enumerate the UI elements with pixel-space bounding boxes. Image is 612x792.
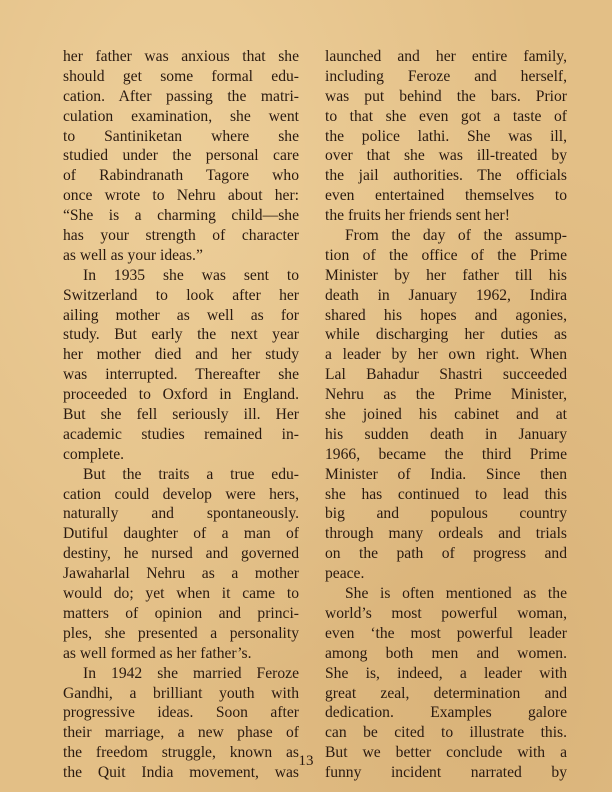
text-line: She is often mentioned as the xyxy=(345,585,567,603)
text-line: the police lathi. She was ill, xyxy=(325,127,567,145)
text-line: Jawaharlal Nehru as a mother xyxy=(63,565,299,583)
text-line: From the day of the assump- xyxy=(345,227,567,245)
text-line: Minister by her father till his xyxy=(325,266,567,284)
text-line: Gandhi, a brilliant youth with xyxy=(63,684,299,702)
text-line: can be cited to illustrate this. xyxy=(325,724,567,742)
text-line: 1966, became the third Prime xyxy=(325,445,567,463)
text-line: “She is a charming child—she xyxy=(63,207,299,225)
text-line: She is, indeed, a leader with xyxy=(325,664,567,682)
text-line: her mother died and her study xyxy=(63,346,299,364)
text-line: once wrote to Nehru about her: xyxy=(63,187,299,205)
text-line: on the path of progress and xyxy=(325,545,567,563)
text-line: the fruits her friends sent her! xyxy=(325,207,510,225)
text-line: ples, she presented a personality xyxy=(63,624,299,642)
text-line: Minister of India. Since then xyxy=(325,465,567,483)
text-line: In 1942 she married Feroze xyxy=(83,664,299,682)
text-line: even entertained themselves to xyxy=(325,187,567,205)
text-line: even ‘the most powerful leader xyxy=(325,624,567,642)
text-line: peace. xyxy=(325,565,365,583)
text-line: naturally and spontaneously. xyxy=(63,505,299,523)
text-line: complete. xyxy=(63,445,125,463)
text-line: while discharging her duties as xyxy=(325,326,567,344)
text-line: ailing mother as well as for xyxy=(63,306,299,324)
text-line: proceeded to Oxford in England. xyxy=(63,386,299,404)
page-number: 13 xyxy=(298,753,314,769)
text-line: was interrupted. Thereafter she xyxy=(63,366,299,384)
text-line: of Rabindranath Tagore who xyxy=(63,167,299,185)
text-line: through many ordeals and trials xyxy=(325,525,567,543)
text-line: big and populous country xyxy=(325,505,567,523)
text-line: as well formed as her father’s. xyxy=(63,644,252,662)
right-text-column xyxy=(325,47,567,783)
text-line: cation could develop were hers, xyxy=(63,485,299,503)
text-line: among both men and women. xyxy=(325,644,567,662)
text-line: their marriage, a new phase of xyxy=(63,724,299,742)
text-line: cation. After passing the matri- xyxy=(63,87,299,105)
text-line: would do; yet when it came to xyxy=(63,585,299,603)
text-line: should get some formal edu- xyxy=(63,67,299,85)
text-line: over that she was ill-treated by xyxy=(325,147,567,165)
text-line: But she fell seriously ill. Her xyxy=(63,406,299,424)
text-line: Lal Bahadur Shastri succeeded xyxy=(325,366,567,384)
text-line: death in January 1962, Indira xyxy=(325,286,567,304)
text-line: destiny, he nursed and governed xyxy=(63,545,299,563)
text-line: In 1935 she was sent to xyxy=(83,266,299,284)
left-text-column xyxy=(63,47,299,783)
text-line: tion of the office of the Prime xyxy=(325,246,567,264)
text-line: study. But early the next year xyxy=(63,326,299,344)
text-line: as well as your ideas.” xyxy=(63,246,203,264)
text-line: the freedom struggle, known as xyxy=(63,744,299,762)
text-line: she joined his cabinet and at xyxy=(325,406,567,424)
text-line: But we better conclude with a xyxy=(325,744,567,762)
text-line: has your strength of character xyxy=(63,227,299,245)
text-line: the Quit India movement, was xyxy=(63,764,299,782)
text-line: was put behind the bars. Prior xyxy=(325,87,567,105)
text-line: culation examination, she went xyxy=(63,107,299,125)
text-line: matters of opinion and princi- xyxy=(63,604,299,622)
text-line: world’s most powerful woman, xyxy=(325,604,567,622)
text-line: shared his hopes and agonies, xyxy=(325,306,567,324)
text-line: the jail authorities. The officials xyxy=(325,167,567,185)
text-line: But the traits a true edu- xyxy=(83,465,299,483)
text-line: to that she even got a taste of xyxy=(325,107,567,125)
text-line: academic studies remained in- xyxy=(63,425,299,443)
text-line: she has continued to lead this xyxy=(325,485,567,503)
text-line: dedication. Examples galore xyxy=(325,704,567,722)
text-line: great zeal, determination and xyxy=(325,684,567,702)
text-line: progressive ideas. Soon after xyxy=(63,704,299,722)
text-line: studied under the personal care xyxy=(63,147,299,165)
text-line: Switzerland to look after her xyxy=(63,286,299,304)
text-line: her father was anxious that she xyxy=(63,48,299,65)
text-line: Dutiful daughter of a man of xyxy=(63,525,299,543)
text-line: funny incident narrated by xyxy=(325,764,567,782)
text-line: launched and her entire family, xyxy=(325,48,567,65)
text-line: Nehru as the Prime Minister, xyxy=(325,386,567,404)
text-line: to Santiniketan where she xyxy=(63,127,299,145)
text-line: a leader by her own right. When xyxy=(325,346,567,364)
text-line: including Feroze and herself, xyxy=(325,67,567,85)
text-line: his sudden death in January xyxy=(325,425,567,443)
